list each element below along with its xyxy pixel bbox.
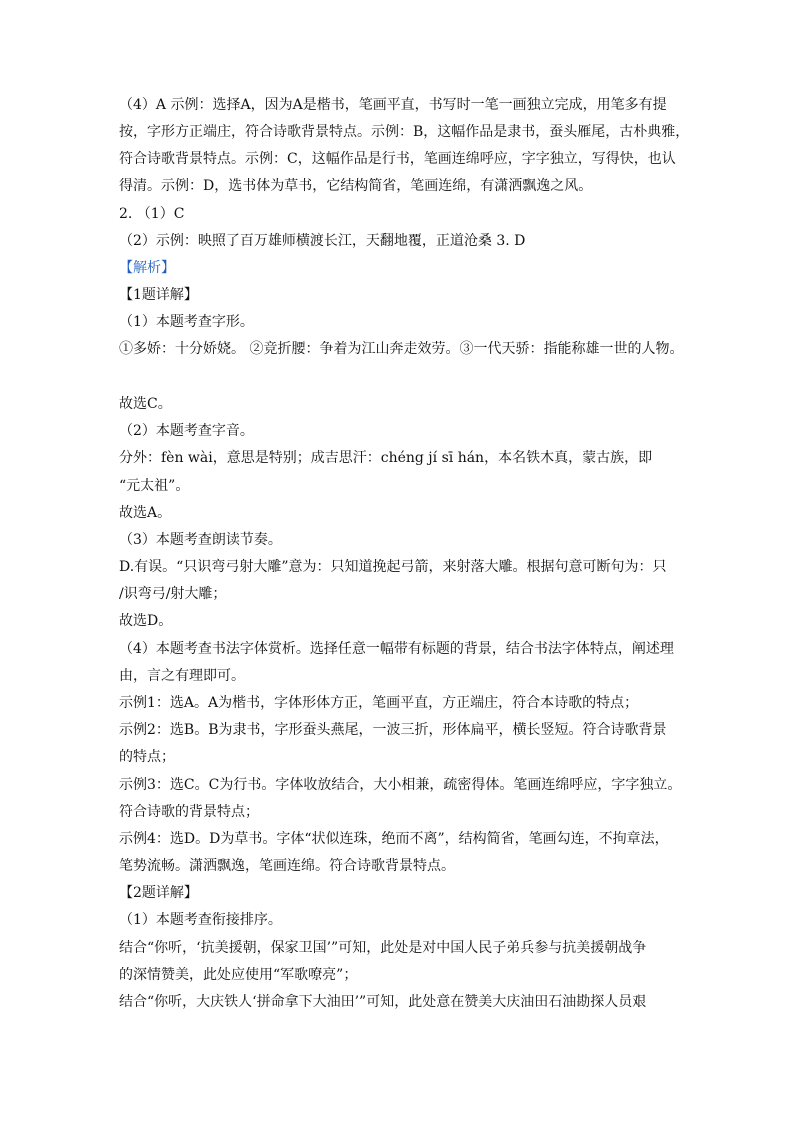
text-line: 故选C。 <box>119 396 172 412</box>
text-line: 笔势流畅。潇洒飘逸，笔画连绵。符合诗歌背景特点。 <box>119 858 455 874</box>
text-line: 分外：fèn wài，意思是特别；成吉思汗：chéng jí sī hán，本名铁木真，蒙古族，即 <box>119 450 653 466</box>
text-line: （2）本题考查字音。 <box>119 423 254 439</box>
text-line: 结合“你听，‘抗美援朝，保家卫国’”可知，此处是对中国人民子弟兵参与抗美援朝战争 <box>119 940 647 956</box>
text-line: ①多娇：十分娇娆。 ②竞折腰：争着为江山奔走效劳。③一代天骄：指能称雄一世的人物。 <box>119 341 684 357</box>
text-line: 得清。示例：D，选书体为草书，它结构简省，笔画连绵，有潇洒飘逸之风。 <box>119 178 593 194</box>
text-line: D.有误。“只识弯弓射大雕”意为：只知道挽起弓箭，来射落大雕。根据句意可断句为：只 <box>119 559 667 575</box>
analysis-heading: 【解析】 <box>119 260 175 276</box>
text-line: “元太祖”。 <box>119 478 190 494</box>
text-line: 由，言之有理即可。 <box>119 668 245 684</box>
section-heading: 【2题详解】 <box>119 885 198 901</box>
text-line: 示例2：选B。B为隶书，字形蚕头燕尾，一波三折，形体扁平，横长竖短。符合诗歌背景 <box>119 722 667 738</box>
text-line: 示例4：选D。D为草书。字体“状似连珠，绝而不离”，结构简省，笔画勾连，不拘章法， <box>119 831 669 847</box>
text-line: 结合“你听，大庆铁人‘拼命拿下大油田’”可知，此处意在赞美大庆油田石油勘探人员艰 <box>119 994 647 1010</box>
text-line: （4）A 示例：选择A，因为A是楷书，笔画平直，书写时一笔一画独立完成，用笔多有提 <box>119 97 667 113</box>
text-line: （4）本题考查书法字体赏析。选择任意一幅带有标题的背景，结合书法字体特点，阐述理 <box>119 641 674 657</box>
section-heading: 【1题详解】 <box>119 287 198 303</box>
text-line: （1）本题考查衔接排序。 <box>119 912 282 928</box>
text-line: 示例3：选C。C为行书。字体收放结合，大小相兼，疏密得体。笔画连绵呼应，字字独立。 <box>119 777 682 793</box>
text-line: 故选D。 <box>119 613 173 629</box>
text-line: 故选A。 <box>119 505 172 521</box>
text-line: 符合诗歌背景特点。示例：C，这幅作品是行书，笔画连绵呼应，字字独立，写得快，也认 <box>119 151 676 167</box>
text-line: 的深情赞美，此处应使用“军歌嘹亮”； <box>119 967 358 983</box>
text-line: （2）示例：映照了百万雄师横渡长江，天翻地覆，正道沧桑 3. D <box>119 233 526 249</box>
text-line: 的特点； <box>119 749 175 765</box>
text-line: 2. （1）C <box>119 206 185 222</box>
text-line: /识弯弓/射大雕； <box>119 586 227 602</box>
text-line: 符合诗歌的背景特点； <box>119 804 259 820</box>
text-line: 示例1：选A。A为楷书，字体形体方正，笔画平直，方正端庄，符合本诗歌的特点； <box>119 695 639 711</box>
text-line: 按，字形方正端庄，符合诗歌背景特点。示例：B，这幅作品是隶书，蚕头雁尾，古朴典雅， <box>119 124 690 140</box>
text-line: （3）本题考查朗读节奏。 <box>119 532 282 548</box>
text-line: （1）本题考查字形。 <box>119 314 254 330</box>
